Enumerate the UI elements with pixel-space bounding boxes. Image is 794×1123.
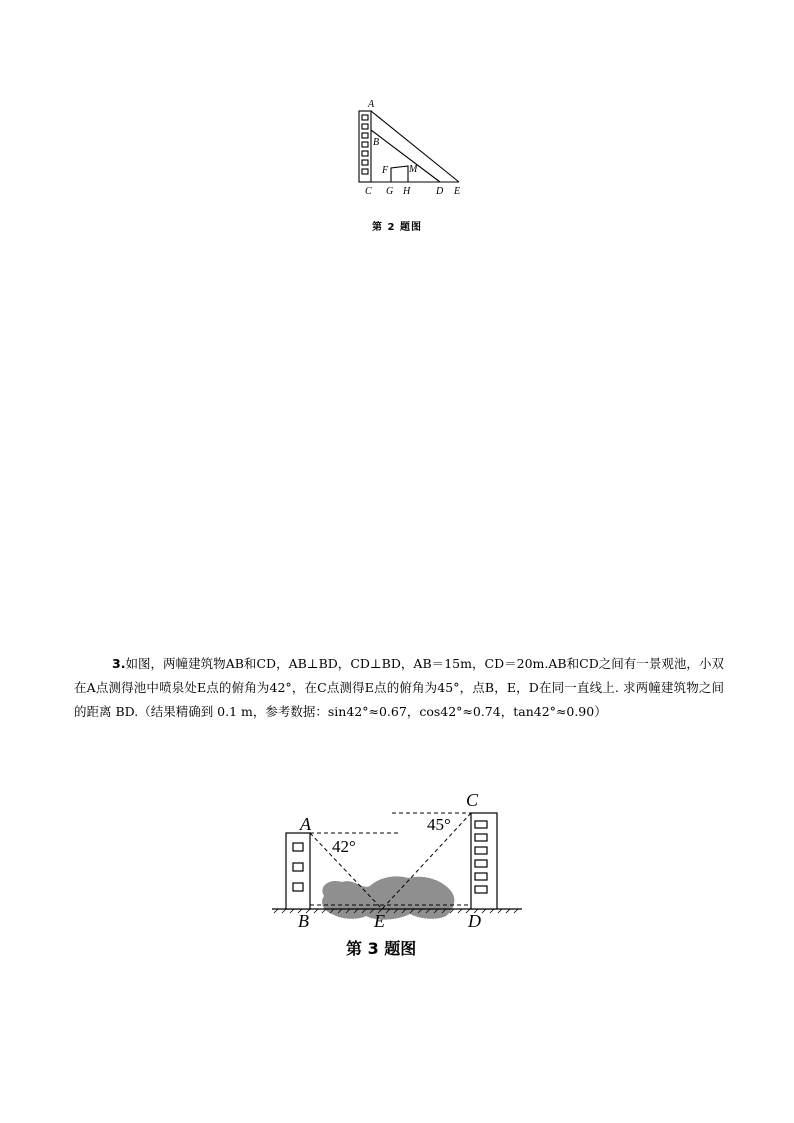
label-c: C (365, 186, 372, 197)
problem-3 (74, 652, 724, 724)
figure-2 (345, 96, 475, 200)
angle-42-label: 42° (332, 837, 356, 856)
problem-3-text: 如图，两幢建筑物AB和CD，AB⊥BD，CD⊥BD，AB＝15m，CD＝20m.AB和CD之间有一景观池，小双在A点测得池中喷泉处E点的俯角为42°，在C点测得E点的俯角为45°，点B，E，D在同一直线上. 求两幢建筑物之间的距离 BD.（结果精确到 0.1 m，参考数据：sin42°≈0.67，cos42°≈0.74，tan42°≈0.90） (74, 656, 724, 719)
label-h: H (403, 186, 411, 197)
label-a: A (368, 99, 375, 110)
label-d: D (436, 186, 444, 197)
label-b: B (373, 137, 380, 148)
figure-3-caption: 第 3 题图 (346, 939, 417, 958)
object-fghm (391, 166, 408, 182)
problem-number: 3. (112, 656, 126, 671)
label-e: E (454, 186, 461, 197)
figure-3 (262, 786, 532, 968)
problem-3-paragraph (74, 652, 724, 724)
label-d: D (468, 911, 481, 931)
pond-shape (322, 876, 454, 919)
label-c: C (466, 790, 479, 810)
figure-2-caption: 第 2 题图 (372, 222, 422, 233)
label-e: E (374, 911, 385, 931)
angle-45-label: 45° (427, 815, 451, 834)
label-m: M (409, 164, 418, 175)
label-a: A (300, 814, 311, 834)
label-g: G (386, 186, 394, 197)
label-b: B (298, 911, 309, 931)
label-f: F (382, 165, 389, 176)
